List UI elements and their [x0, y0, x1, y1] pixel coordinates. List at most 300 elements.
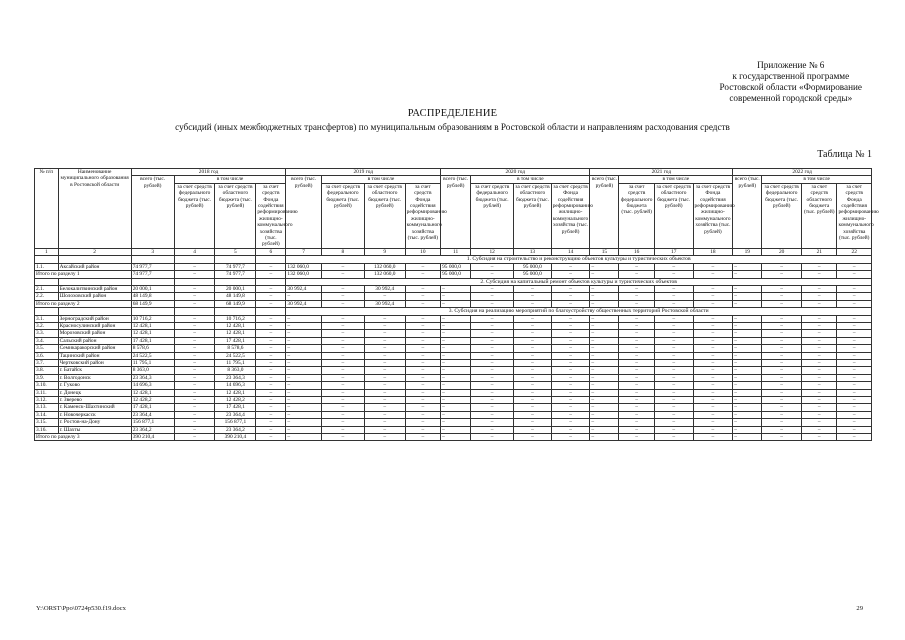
row-value: –: [693, 397, 733, 404]
column-number: 15: [590, 248, 619, 255]
row-value: –: [405, 397, 440, 404]
row-value: –: [321, 419, 364, 426]
row-value: –: [802, 359, 837, 366]
row-value: –: [762, 397, 802, 404]
section-total-value: –: [837, 271, 872, 278]
row-value: –: [174, 315, 215, 322]
row-value: –: [551, 330, 590, 337]
row-value: –: [405, 411, 440, 418]
section-title: 2. Субсидия на капитальный ремонт объектов культуры и туристических объектов: [286, 278, 872, 285]
header-total: всего (тыс. рублей): [441, 176, 471, 248]
row-value: –: [619, 337, 654, 344]
row-value: –: [837, 322, 872, 329]
section-total-value: –: [321, 434, 364, 441]
header-oblast: за счет средств областного бюджета (тыс. рублей): [654, 183, 693, 248]
row-value: –: [551, 322, 590, 329]
section-spacer: [58, 308, 131, 315]
row-value: –: [733, 293, 762, 300]
row-value: 23 364,3: [131, 374, 174, 381]
row-value: 14 696,3: [131, 382, 174, 389]
row-value: 12 428,2: [215, 397, 256, 404]
row-value: –: [321, 426, 364, 433]
section-total-value: 132 060,0: [364, 271, 405, 278]
row-value: –: [286, 315, 321, 322]
row-value: –: [551, 411, 590, 418]
row-value: 23 364,2: [131, 426, 174, 433]
row-value: –: [802, 419, 837, 426]
row-value: –: [256, 285, 286, 292]
row-value: –: [693, 345, 733, 352]
section-total-value: –: [174, 300, 215, 307]
row-value: –: [802, 404, 837, 411]
row-value: –: [654, 419, 693, 426]
row-value: –: [837, 337, 872, 344]
row-value: –: [693, 419, 733, 426]
row-value: –: [286, 397, 321, 404]
row-value: –: [590, 374, 619, 381]
section-total-value: –: [619, 300, 654, 307]
row-value: –: [286, 337, 321, 344]
row-value: –: [321, 397, 364, 404]
row-value: –: [441, 330, 471, 337]
row-value: 17 428,1: [131, 404, 174, 411]
row-number: 3.3.: [35, 330, 59, 337]
header-oblast: за счет средств областного бюджета (тыс. рублей): [215, 183, 256, 248]
row-value: –: [733, 337, 762, 344]
row-value: 74 977,7: [131, 263, 174, 270]
section-total-value: 74 977,7: [215, 271, 256, 278]
section-total-value: –: [405, 300, 440, 307]
row-value: –: [802, 397, 837, 404]
row-value: –: [514, 397, 552, 404]
row-value: –: [364, 411, 405, 418]
row-value: –: [654, 404, 693, 411]
row-value: –: [321, 352, 364, 359]
section-total-value: –: [762, 271, 802, 278]
row-value: –: [174, 404, 215, 411]
row-value: –: [256, 322, 286, 329]
row-value: 12 428,2: [131, 397, 174, 404]
row-value: –: [837, 352, 872, 359]
row-value: –: [514, 322, 552, 329]
row-value: –: [405, 345, 440, 352]
row-value: –: [693, 382, 733, 389]
row-value: –: [837, 382, 872, 389]
row-name: г. Волгодонск: [58, 374, 131, 381]
row-value: –: [733, 374, 762, 381]
section-spacer: [131, 278, 174, 285]
row-value: 132 060,0: [364, 263, 405, 270]
row-value: –: [321, 411, 364, 418]
row-value: 12 428,1: [215, 322, 256, 329]
section-spacer: [58, 278, 131, 285]
header-incl: в том числе: [471, 176, 590, 183]
row-value: –: [551, 389, 590, 396]
row-value: –: [693, 374, 733, 381]
section-total-label: Итого по разделу 2: [35, 300, 132, 307]
row-value: –: [762, 293, 802, 300]
row-value: –: [762, 374, 802, 381]
row-value: –: [654, 337, 693, 344]
section-total-value: –: [286, 434, 321, 441]
header-incl: в том числе: [321, 176, 440, 183]
row-value: –: [762, 359, 802, 366]
row-value: –: [174, 367, 215, 374]
row-value: –: [654, 345, 693, 352]
row-name: г. Зверево: [58, 397, 131, 404]
row-value: –: [514, 419, 552, 426]
section-total-value: –: [471, 434, 514, 441]
row-name: Чертковский район: [58, 359, 131, 366]
table-row: [35, 322, 872, 329]
row-value: –: [802, 389, 837, 396]
row-value: –: [321, 359, 364, 366]
distribution-table: [34, 168, 879, 441]
row-name: г. Шахты: [58, 426, 131, 433]
row-value: –: [693, 263, 733, 270]
row-value: –: [256, 352, 286, 359]
row-value: –: [471, 404, 514, 411]
row-value: –: [619, 382, 654, 389]
row-value: –: [174, 330, 215, 337]
row-value: –: [619, 389, 654, 396]
row-value: –: [471, 285, 514, 292]
row-value: –: [762, 389, 802, 396]
section-spacer: [256, 308, 286, 315]
section-total-value: –: [256, 271, 286, 278]
section-total-row: [35, 434, 872, 441]
column-number: 10: [405, 248, 440, 255]
row-value: –: [441, 389, 471, 396]
row-value: –: [321, 345, 364, 352]
column-number: 8: [321, 248, 364, 255]
row-value: –: [286, 352, 321, 359]
row-number: 3.1.: [35, 315, 59, 322]
row-value: –: [256, 367, 286, 374]
header-year: 2021 год: [590, 169, 733, 176]
row-value: –: [654, 367, 693, 374]
section-total-value: 390 210,4: [131, 434, 174, 441]
section-total-value: –: [619, 271, 654, 278]
row-value: –: [441, 367, 471, 374]
row-value: –: [286, 419, 321, 426]
section-total-value: –: [256, 300, 286, 307]
row-value: –: [693, 367, 733, 374]
section-spacer: [131, 308, 174, 315]
row-value: –: [733, 411, 762, 418]
row-name: Тацинский район: [58, 352, 131, 359]
row-value: –: [619, 367, 654, 374]
section-total-value: –: [802, 271, 837, 278]
column-number: 12: [471, 248, 514, 255]
row-value: –: [551, 345, 590, 352]
row-value: –: [441, 345, 471, 352]
row-value: –: [321, 337, 364, 344]
section-total-label: Итого по разделу 3: [35, 434, 132, 441]
row-value: –: [590, 352, 619, 359]
row-value: –: [654, 315, 693, 322]
row-value: –: [441, 419, 471, 426]
section-total-value: –: [654, 434, 693, 441]
row-value: –: [321, 404, 364, 411]
row-value: 12 428,1: [131, 330, 174, 337]
row-value: –: [514, 382, 552, 389]
row-value: –: [762, 337, 802, 344]
row-value: –: [364, 374, 405, 381]
row-value: –: [174, 285, 215, 292]
section-total-value: –: [441, 300, 471, 307]
section-total-value: –: [590, 300, 619, 307]
row-value: 48 149,8: [215, 293, 256, 300]
header-oblast: за счет средств областного бюджета (тыс. рублей): [364, 183, 405, 248]
row-value: –: [654, 263, 693, 270]
row-value: –: [837, 330, 872, 337]
row-name: Зерноградский район: [58, 315, 131, 322]
section-spacer: [256, 256, 286, 263]
row-value: 23 364,4: [215, 411, 256, 418]
section-spacer: [215, 308, 256, 315]
header-federal: за счет средств федерального бюджета (тыс. рублей): [174, 183, 215, 248]
row-value: –: [762, 285, 802, 292]
row-value: –: [286, 345, 321, 352]
table-row: [35, 367, 872, 374]
row-value: –: [286, 367, 321, 374]
row-value: –: [590, 404, 619, 411]
row-value: 12 428,1: [215, 330, 256, 337]
section-total-value: 95 000,0: [514, 271, 552, 278]
row-value: –: [256, 359, 286, 366]
row-value: –: [256, 345, 286, 352]
appendix-block: [720, 60, 862, 104]
row-value: –: [286, 382, 321, 389]
row-value: –: [441, 397, 471, 404]
row-value: –: [619, 397, 654, 404]
row-value: –: [590, 359, 619, 366]
appendix-line: к государственной программе: [732, 71, 850, 81]
row-value: 48 149,8: [131, 293, 174, 300]
distribution-table-wrapper: [34, 168, 879, 441]
row-value: 156 877,1: [215, 419, 256, 426]
row-value: –: [551, 419, 590, 426]
row-value: –: [441, 293, 471, 300]
row-value: –: [802, 330, 837, 337]
header-federal: за счет средств федерального бюджета (тыс. рублей): [321, 183, 364, 248]
row-value: –: [802, 315, 837, 322]
row-value: –: [762, 352, 802, 359]
row-value: –: [654, 397, 693, 404]
row-value: –: [405, 352, 440, 359]
row-value: –: [405, 337, 440, 344]
section-spacer: [35, 256, 59, 263]
row-value: –: [471, 322, 514, 329]
row-value: 95 000,0: [441, 263, 471, 270]
row-value: –: [654, 293, 693, 300]
row-value: 10 716,2: [215, 315, 256, 322]
row-value: 17 428,1: [215, 404, 256, 411]
row-value: –: [551, 352, 590, 359]
row-value: –: [471, 293, 514, 300]
row-value: –: [619, 419, 654, 426]
table-row: [35, 293, 872, 300]
row-value: –: [174, 411, 215, 418]
column-number: 19: [733, 248, 762, 255]
row-value: –: [802, 426, 837, 433]
row-value: 11 795,1: [131, 359, 174, 366]
row-value: –: [551, 263, 590, 270]
row-value: –: [802, 382, 837, 389]
row-value: 23 364,2: [215, 426, 256, 433]
row-value: –: [837, 285, 872, 292]
row-value: –: [733, 419, 762, 426]
row-number: 3.8.: [35, 367, 59, 374]
section-total-value: 30 992,4: [364, 300, 405, 307]
row-value: –: [256, 293, 286, 300]
header-year: 2018 год: [131, 169, 286, 176]
row-value: –: [174, 352, 215, 359]
section-spacer: [174, 256, 215, 263]
row-value: –: [619, 411, 654, 418]
row-value: –: [590, 293, 619, 300]
section-total-value: 74 977,7: [131, 271, 174, 278]
section-total-value: 132 060,0: [286, 271, 321, 278]
column-number: 13: [514, 248, 552, 255]
section-total-value: 30 992,4: [286, 300, 321, 307]
table-row: [35, 352, 872, 359]
row-value: –: [762, 411, 802, 418]
section-title: 1. Субсидия на строительство и реконструкцию объектов культуры и туристических объектов: [286, 256, 872, 263]
row-value: –: [256, 337, 286, 344]
header-fund: за счет средств Фонда содействия реформированию жилищно-коммунального хозяйства (тыс. рублей): [693, 183, 733, 248]
row-value: –: [654, 352, 693, 359]
row-value: –: [286, 404, 321, 411]
row-value: –: [514, 293, 552, 300]
row-value: –: [405, 382, 440, 389]
row-value: –: [441, 337, 471, 344]
row-value: –: [364, 389, 405, 396]
row-value: –: [693, 293, 733, 300]
row-value: –: [174, 359, 215, 366]
row-value: –: [364, 382, 405, 389]
row-name: Шолоховский район: [58, 293, 131, 300]
row-value: –: [364, 322, 405, 329]
row-value: –: [619, 345, 654, 352]
row-value: 8 578,6: [131, 345, 174, 352]
section-total-value: –: [733, 300, 762, 307]
table-row: [35, 419, 872, 426]
table-row: [35, 374, 872, 381]
row-value: –: [514, 389, 552, 396]
row-value: –: [733, 322, 762, 329]
row-value: –: [590, 315, 619, 322]
header-fund: за счет средств Фонда содействия реформированию жилищно-коммунального хозяйства (тыс. рублей): [551, 183, 590, 248]
header-federal: за счет средств федерального бюджета (тыс. рублей): [762, 183, 802, 248]
row-value: –: [590, 411, 619, 418]
row-value: –: [471, 367, 514, 374]
section-total-value: –: [590, 271, 619, 278]
row-value: 23 364,4: [131, 411, 174, 418]
column-number: 3: [131, 248, 174, 255]
row-number: 3.5.: [35, 345, 59, 352]
row-value: –: [471, 389, 514, 396]
row-value: –: [321, 263, 364, 270]
section-total-value: 68 149,9: [131, 300, 174, 307]
row-value: 12 428,1: [131, 322, 174, 329]
row-value: –: [514, 285, 552, 292]
section-total-value: –: [762, 300, 802, 307]
header-federal: за счет средств федерального бюджета (тыс. рублей): [471, 183, 514, 248]
column-number: 11: [441, 248, 471, 255]
section-spacer: [58, 256, 131, 263]
row-value: –: [590, 382, 619, 389]
row-value: 20 000,1: [131, 285, 174, 292]
document-subtitle: субсидий (иных межбюджетных трансфертов) по муниципальным образованиям в Ростовской области и направлениям расходования средств: [175, 122, 730, 132]
row-value: –: [405, 293, 440, 300]
row-value: –: [321, 322, 364, 329]
section-total-value: –: [364, 434, 405, 441]
row-value: –: [654, 359, 693, 366]
row-value: –: [174, 389, 215, 396]
row-value: –: [256, 389, 286, 396]
header-incl: в том числе: [619, 176, 733, 183]
appendix-line: современной городской среды»: [729, 93, 853, 103]
row-value: –: [654, 389, 693, 396]
row-value: –: [405, 389, 440, 396]
row-value: –: [471, 374, 514, 381]
row-value: –: [590, 330, 619, 337]
section-spacer: [174, 278, 215, 285]
row-name: г. Ростов-на-Дону: [58, 419, 131, 426]
row-value: –: [837, 411, 872, 418]
table-row: [35, 411, 872, 418]
row-value: –: [590, 263, 619, 270]
header-oblast: за счет средств областного бюджета (тыс. рублей): [802, 183, 837, 248]
row-value: –: [837, 359, 872, 366]
row-value: –: [514, 345, 552, 352]
row-value: –: [441, 359, 471, 366]
row-value: –: [471, 315, 514, 322]
row-value: –: [590, 426, 619, 433]
column-number: 1: [35, 248, 59, 255]
row-value: 12 428,1: [131, 389, 174, 396]
header-total: всего (тыс. рублей): [590, 176, 619, 248]
section-total-value: –: [654, 300, 693, 307]
row-value: –: [364, 352, 405, 359]
row-value: –: [471, 352, 514, 359]
table-row: [35, 330, 872, 337]
row-name: г. Гуково: [58, 382, 131, 389]
row-value: –: [364, 359, 405, 366]
row-value: 30 992,4: [286, 285, 321, 292]
row-value: 24 522,5: [131, 352, 174, 359]
row-value: –: [837, 419, 872, 426]
row-value: 74 977,7: [215, 263, 256, 270]
row-value: –: [762, 263, 802, 270]
section-title: 3. Субсидия на реализацию мероприятий по благоустройству общественных территорий Ростовской области: [286, 308, 872, 315]
row-value: 14 696,3: [215, 382, 256, 389]
row-number: 3.6.: [35, 352, 59, 359]
row-value: 23 364,3: [215, 374, 256, 381]
row-value: –: [256, 411, 286, 418]
table-row: [35, 397, 872, 404]
row-value: –: [733, 345, 762, 352]
row-value: –: [551, 404, 590, 411]
row-value: 11 795,1: [215, 359, 256, 366]
section-total-value: 68 149,9: [215, 300, 256, 307]
row-value: 30 992,4: [364, 285, 405, 292]
row-value: –: [733, 315, 762, 322]
row-value: –: [405, 315, 440, 322]
appendix-line: Ростовской области «Формирование: [719, 82, 862, 92]
